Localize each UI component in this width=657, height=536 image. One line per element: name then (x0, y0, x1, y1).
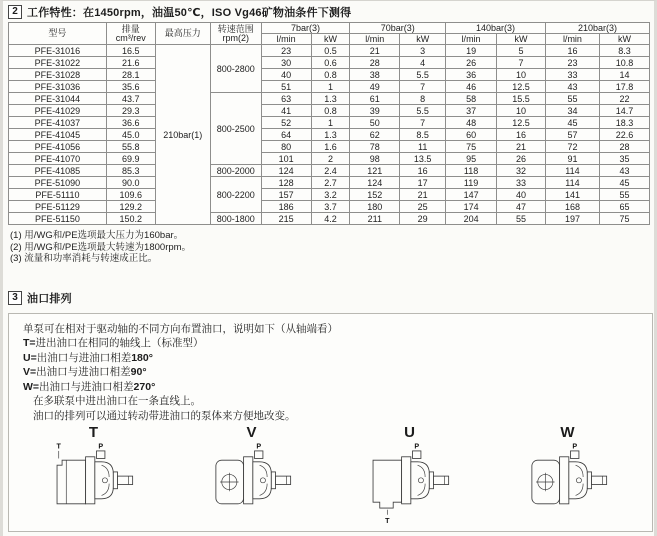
def-tail: 90° (130, 366, 147, 378)
power-cell: 29 (400, 213, 446, 225)
port-diagram-t (38, 425, 150, 524)
model-cell: PFE-41085 (9, 165, 107, 177)
port-def-t (23, 336, 638, 351)
flow-cell: 46 (446, 81, 497, 93)
flow-cell: 157 (261, 189, 311, 201)
model-cell: PFE-51090 (9, 177, 107, 189)
def-lead: T= (23, 337, 36, 349)
flow-cell: 58 (446, 93, 497, 105)
power-cell: 0.8 (311, 105, 350, 117)
table-row (9, 69, 650, 81)
port-note-1: 在多联泵中进出油口在一条直线上。 (33, 395, 201, 407)
power-cell: 40 (497, 189, 546, 201)
power-cell: 65 (599, 201, 649, 213)
displacement-cell: 29.3 (106, 105, 155, 117)
table-row (9, 141, 650, 153)
power-cell: 7 (400, 81, 446, 93)
power-cell: 3 (400, 45, 446, 57)
flow-cell: 141 (545, 189, 599, 201)
table-row (9, 189, 650, 201)
flow-cell: 101 (261, 153, 311, 165)
model-cell: PFE-31016 (9, 45, 107, 57)
port-diagram-v (196, 425, 308, 524)
speed-range-label: 转速范围 (217, 23, 254, 34)
power-cell: 0.6 (311, 57, 350, 69)
table-row (9, 177, 650, 189)
power-cell: 1 (311, 117, 350, 129)
power-cell: 55 (497, 213, 546, 225)
diagram-letter: V (246, 424, 257, 441)
table-row (9, 201, 650, 213)
power-cell: 16 (497, 129, 546, 141)
flow-cell: 91 (545, 153, 599, 165)
power-cell: 16 (400, 165, 446, 177)
flow-cell: 128 (261, 177, 311, 189)
model-cell: PFE-41070 (9, 153, 107, 165)
power-cell: 8 (400, 93, 446, 105)
flow-cell: 16 (545, 45, 599, 57)
power-cell: 7 (497, 57, 546, 69)
port-diagram-w (512, 425, 624, 524)
def-body: 出油口与进油口相差 (39, 380, 134, 393)
flow-cell: 180 (350, 201, 400, 213)
flow-cell: 26 (446, 57, 497, 69)
table-row (9, 45, 650, 57)
flow-cell: 55 (545, 93, 599, 105)
displacement-cell: 90.0 (106, 177, 155, 189)
displacement-cell: 69.9 (106, 153, 155, 165)
power-cell: 28 (599, 141, 649, 153)
section3-number: 3 (8, 291, 22, 305)
displacement-cell: 55.8 (106, 141, 155, 153)
power-cell: 1 (311, 81, 350, 93)
flow-cell: 78 (350, 141, 400, 153)
power-cell: 10 (497, 69, 546, 81)
def-lead: W= (23, 380, 40, 393)
flow-cell: 124 (261, 165, 311, 177)
displacement-cell: 21.6 (106, 57, 155, 69)
power-cell: 17 (400, 177, 446, 189)
footnote-3: (3) 流量和功率消耗与转速成正比。 (10, 253, 158, 264)
diagram-letter: U (404, 424, 415, 441)
flow-cell: 36 (446, 69, 497, 81)
spec-table-body (9, 45, 650, 225)
speed-range-cell: 800-2200 (210, 177, 261, 213)
flow-cell: 40 (261, 69, 311, 81)
subheader-power: kW (497, 34, 546, 45)
spec-table (8, 22, 650, 225)
subheader-flow: l/min (545, 34, 599, 45)
pump-drawing-w (512, 440, 624, 524)
port-def-u (23, 351, 638, 366)
port-def-w (23, 380, 638, 395)
col-header-max-pressure: 最高压力 (155, 23, 210, 45)
subheader-power: kW (311, 34, 350, 45)
displacement-unit: cm³/rev (115, 32, 146, 43)
flow-cell: 114 (545, 177, 599, 189)
power-cell: 47 (497, 201, 546, 213)
flow-cell: 211 (350, 213, 400, 225)
flow-cell: 57 (545, 129, 599, 141)
displacement-cell: 43.7 (106, 93, 155, 105)
flow-cell: 75 (446, 141, 497, 153)
power-cell: 0.5 (311, 45, 350, 57)
flow-cell: 174 (446, 201, 497, 213)
flow-cell: 124 (350, 177, 400, 189)
power-cell: 11 (400, 141, 446, 153)
def-body: 进出油口在相同的轴线上（标准型） (35, 337, 204, 349)
power-cell: 13.5 (400, 153, 446, 165)
power-cell: 14.7 (599, 105, 649, 117)
port-arrangement-box (8, 313, 653, 532)
power-cell: 55 (599, 189, 649, 201)
model-cell: PFE-31044 (9, 93, 107, 105)
model-cell: PFE-41037 (9, 117, 107, 129)
flow-cell: 204 (446, 213, 497, 225)
power-cell: 32 (497, 165, 546, 177)
def-body: 出油口与进油口相差 (36, 366, 131, 378)
def-tail: 180° (131, 351, 153, 364)
model-cell: PFE-31036 (9, 81, 107, 93)
flow-cell: 34 (545, 105, 599, 117)
model-cell: PFE-31028 (9, 69, 107, 81)
flow-cell: 60 (446, 129, 497, 141)
flow-cell: 168 (545, 201, 599, 213)
power-cell: 21 (400, 189, 446, 201)
model-cell: PFE-51129 (9, 201, 107, 213)
power-cell: 1.3 (311, 129, 350, 141)
displacement-cell: 129.2 (106, 201, 155, 213)
table-row (9, 105, 650, 117)
subheader-power: kW (400, 34, 446, 45)
diagram-letter: W (560, 424, 575, 441)
displacement-cell: 35.6 (106, 81, 155, 93)
port-diagram-u (354, 425, 466, 524)
power-cell: 1.3 (311, 93, 350, 105)
model-cell: PFE-41045 (9, 129, 107, 141)
diagram-letter: T (88, 424, 99, 441)
flow-cell: 62 (350, 129, 400, 141)
flow-cell: 19 (446, 45, 497, 57)
flow-cell: 37 (446, 105, 497, 117)
col-group-7bar: 7bar(3) (261, 23, 350, 34)
flow-cell: 49 (350, 81, 400, 93)
speed-range-cell: 800-1800 (210, 213, 261, 225)
table-row (9, 57, 650, 69)
subheader-flow: l/min (446, 34, 497, 45)
flow-cell: 152 (350, 189, 400, 201)
flow-cell: 41 (261, 105, 311, 117)
flow-cell: 50 (350, 117, 400, 129)
displacement-cell: 150.2 (106, 213, 155, 225)
model-cell: PFE-31022 (9, 57, 107, 69)
model-cell: PFE-51150 (9, 213, 107, 225)
def-tail: 270° (133, 380, 156, 393)
power-cell: 5.5 (400, 105, 446, 117)
flow-cell: 95 (446, 153, 497, 165)
power-cell: 2.4 (311, 165, 350, 177)
power-cell: 8.5 (400, 129, 446, 141)
power-cell: 3.2 (311, 189, 350, 201)
def-lead: U= (23, 351, 37, 364)
flow-cell: 28 (350, 57, 400, 69)
model-cell: PFE-51110 (9, 189, 107, 201)
table-row (9, 129, 650, 141)
col-group-70bar: 70bar(3) (350, 23, 446, 34)
power-cell: 7 (400, 117, 446, 129)
table-row (9, 81, 650, 93)
flow-cell: 215 (261, 213, 311, 225)
port-label-t: T (384, 517, 389, 524)
power-cell: 35 (599, 153, 649, 165)
section3-title: 油口排列 (27, 293, 72, 305)
power-cell: 1.6 (311, 141, 350, 153)
pump-drawing-t (38, 440, 150, 524)
displacement-cell: 109.6 (106, 189, 155, 201)
power-cell: 26 (497, 153, 546, 165)
speed-range-cell: 800-2500 (210, 93, 261, 165)
flow-cell: 63 (261, 93, 311, 105)
section2-number: 2 (8, 5, 22, 19)
flow-cell: 64 (261, 129, 311, 141)
def-lead: V= (23, 366, 37, 378)
power-cell: 75 (599, 213, 649, 225)
port-label-p: P (255, 442, 261, 451)
power-cell: 33 (497, 177, 546, 189)
flow-cell: 39 (350, 105, 400, 117)
flow-cell: 121 (350, 165, 400, 177)
power-cell: 2.7 (311, 177, 350, 189)
displacement-cell: 16.5 (106, 45, 155, 57)
power-cell: 12.5 (497, 81, 546, 93)
flow-cell: 23 (261, 45, 311, 57)
table-row (9, 213, 650, 225)
subheader-power: kW (599, 34, 649, 45)
model-cell: PFE-41029 (9, 105, 107, 117)
footnote-2: (2) 用/WG和/PE选项最大转速为1800rpm。 (10, 241, 192, 253)
power-cell: 4 (400, 57, 446, 69)
power-cell: 5 (497, 45, 546, 57)
power-cell: 4.2 (311, 213, 350, 225)
flow-cell: 186 (261, 201, 311, 213)
table-row (9, 153, 650, 165)
col-header-model: 型号 (9, 23, 107, 45)
flow-cell: 80 (261, 141, 311, 153)
col-group-210bar: 210bar(3) (545, 23, 649, 34)
model-cell: PFE-41056 (9, 141, 107, 153)
section2-heading (8, 4, 649, 19)
pump-drawing-v (196, 440, 308, 524)
power-cell: 5.5 (400, 69, 446, 81)
port-label-p: P (571, 442, 577, 451)
port-label-p: P (413, 442, 419, 451)
flow-cell: 147 (446, 189, 497, 201)
flow-cell: 52 (261, 117, 311, 129)
power-cell: 2 (311, 153, 350, 165)
power-cell: 21 (497, 141, 546, 153)
power-cell: 15.5 (497, 93, 546, 105)
power-cell: 8.3 (599, 45, 649, 57)
displacement-cell: 85.3 (106, 165, 155, 177)
table-row (9, 165, 650, 177)
flow-cell: 30 (261, 57, 311, 69)
speed-range-cell: 800-2000 (210, 165, 261, 177)
col-header-speed-range (210, 23, 261, 45)
speed-range-unit: rpm(2) (222, 32, 249, 43)
port-def-v (23, 365, 638, 380)
footnote-1: (1) 用/WG和/PE选项最大压力为160bar。 (10, 230, 184, 241)
displacement-cell: 45.0 (106, 129, 155, 141)
displacement-cell: 28.1 (106, 69, 155, 81)
port-note-2: 油口的排列可以通过转动带进油口的泵体来方便地改变。 (33, 409, 296, 422)
footnotes (10, 230, 649, 265)
power-cell: 14 (599, 69, 649, 81)
col-header-displacement (106, 23, 155, 45)
flow-cell: 48 (446, 117, 497, 129)
flow-cell: 33 (545, 69, 599, 81)
power-cell: 45 (599, 177, 649, 189)
flow-cell: 118 (446, 165, 497, 177)
power-cell: 0.8 (311, 69, 350, 81)
speed-range-cell: 800-2800 (210, 45, 261, 93)
pump-drawing-u (354, 440, 466, 524)
power-cell: 43 (599, 165, 649, 177)
power-cell: 12.5 (497, 117, 546, 129)
power-cell: 18.3 (599, 117, 649, 129)
flow-cell: 45 (545, 117, 599, 129)
power-cell: 22.6 (599, 129, 649, 141)
subheader-flow: l/min (350, 34, 400, 45)
col-group-140bar: 140bar(3) (446, 23, 546, 34)
port-label-t: T (56, 442, 61, 451)
power-cell: 25 (400, 201, 446, 213)
power-cell: 10.8 (599, 57, 649, 69)
subheader-flow: l/min (261, 34, 311, 45)
flow-cell: 197 (545, 213, 599, 225)
power-cell: 17.8 (599, 81, 649, 93)
flow-cell: 43 (545, 81, 599, 93)
port-diagrams (23, 425, 638, 524)
power-cell: 10 (497, 105, 546, 117)
table-row (9, 117, 650, 129)
section2-title: 工作特性：在1450rpm，油温50℃，ISO Vg46矿物油条件下测得 (27, 6, 352, 19)
max-pressure-cell: 210bar(1) (155, 45, 210, 225)
flow-cell: 61 (350, 93, 400, 105)
power-cell: 22 (599, 93, 649, 105)
port-intro: 单泵可在相对于驱动轴的不同方向布置油口，说明如下（从轴端看） (23, 322, 338, 335)
flow-cell: 72 (545, 141, 599, 153)
flow-cell: 23 (545, 57, 599, 69)
flow-cell: 38 (350, 69, 400, 81)
flow-cell: 21 (350, 45, 400, 57)
port-label-p: P (97, 442, 103, 451)
def-body: 出油口与进油口相差 (36, 351, 132, 364)
displacement-cell: 36.6 (106, 117, 155, 129)
table-row (9, 93, 650, 105)
displacement-label: 排量 (121, 23, 140, 34)
flow-cell: 114 (545, 165, 599, 177)
power-cell: 3.7 (311, 201, 350, 213)
section3-heading (8, 291, 649, 306)
flow-cell: 119 (446, 177, 497, 189)
flow-cell: 51 (261, 81, 311, 93)
flow-cell: 98 (350, 153, 400, 165)
